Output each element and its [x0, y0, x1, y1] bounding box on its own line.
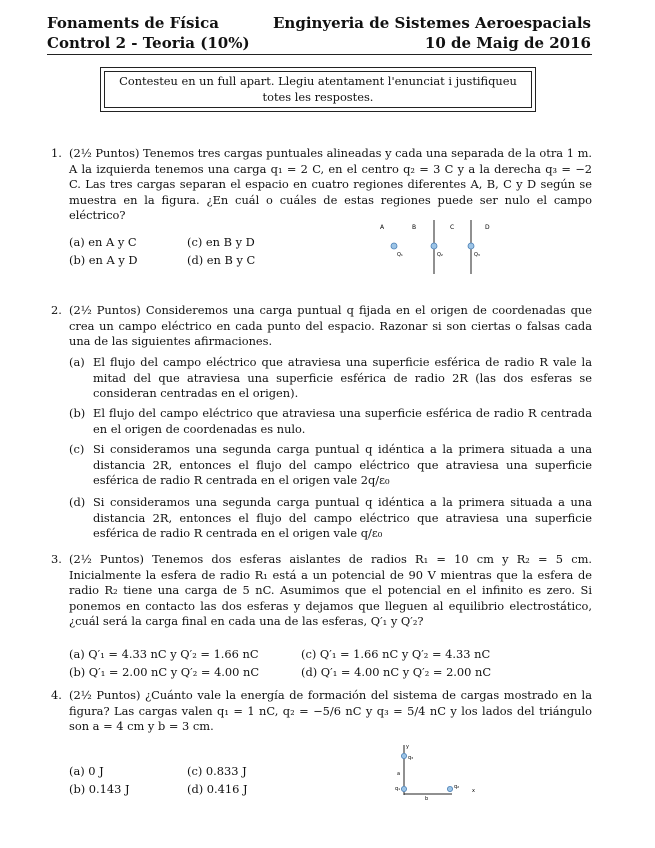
q4-option-c: (c) 0.833 J — [187, 764, 247, 778]
q1-option-d: (d) en B y C — [187, 253, 256, 267]
q4-label-a: a — [397, 771, 401, 777]
q1-label-c: C — [450, 224, 455, 231]
question-text: (2½ Puntos) Tenemos dos esferas aislantes de radios R₁ = 10 cm y R₂ = 5 cm. Inicialmente la esfera de radio R₁ está a un potencial de 90 V mientras que la esfera de radio R₂ tiene una carga de 5 nC. Asumimos que el potencial en el infinito es zero. Si ponemos en contacto las dos esferas y dejamos que lleguen al equilibrio electrostático, ¿cuál será la carga final en cada una de las esferas, Q′₁ y Q′₂? — [69, 552, 592, 628]
question-text: (2½ Puntos) Tenemos tres cargas puntuales alineadas y cada una separada de la otra 1 m. A la izquierda tenemos una carga q₁ = 2 C, en el centro q₂ = 3 C y a la derecha q₃ = −2 C. Las tres cargas separan el espacio en cuatro regiones diferentes A, B, C y D según se muestra en la figura. ¿En cuál o cuáles de estas regiones puede ser nulo el campo eléctrico? — [69, 146, 593, 222]
q3-option-a: (a) Q′₁ = 4.33 nC y Q′₂ = 1.66 nC — [69, 647, 259, 661]
q4-label-q2: q₂ — [454, 784, 460, 790]
header-rule — [47, 54, 592, 55]
q1-figure — [372, 216, 507, 278]
q3-option-d: (d) Q′₁ = 4.00 nC y Q′₂ = 2.00 nC — [301, 665, 492, 679]
question-1 — [52, 146, 592, 224]
q2-item-b — [69, 406, 592, 437]
q1-option-a: (a) en A y C — [69, 235, 137, 249]
q1-charge-2 — [431, 243, 437, 249]
question-text: (2½ Puntos) ¿Cuánto vale la energía de formación del sistema de cargas mostrado en la figura? Las cargas valen q₁ = 1 nC, q₂ = −5/6 nC y q₃ = 5/4 nC y los lados del triángulo son a = 4 cm y b = 3 cm. — [69, 688, 592, 733]
item-text: Si consideramos una segunda carga puntual q idéntica a la primera situada a una distancia 2R, entonces el flujo del campo eléctrico que atraviesa una superficie esférica de radio R centrada en el origen vale q/ε₀ — [93, 495, 592, 540]
question-2 — [52, 303, 592, 350]
item-label: (a) — [69, 355, 85, 369]
item-label: (c) — [69, 442, 85, 456]
q4-option-d: (d) 0.416 J — [187, 782, 248, 796]
q4-label-x: x — [472, 788, 475, 794]
item-text: Si consideramos una segunda carga puntual q idéntica a la primera situada a una distancia 2R, entonces el flujo del campo eléctrico que atraviesa una superficie esférica de radio R centrada en el origen vale 2q/ε₀ — [93, 442, 592, 487]
q4-label-q3: q₃ — [408, 755, 414, 761]
q1-label-a: A — [380, 224, 385, 231]
q4-label-y: y — [406, 744, 409, 750]
header-right — [273, 13, 591, 53]
q4-charge-1 — [401, 786, 406, 791]
course-title: Fonaments de Física — [47, 14, 219, 32]
q1-label-q1: Q₁ — [397, 252, 403, 258]
q4-option-b: (b) 0.143 J — [69, 782, 130, 796]
instructions-text: Contesteu en un full apart. Llegiu atentament l'enunciat i justifiqueu totes les respostes. — [104, 71, 532, 108]
question-number: 3. — [51, 552, 62, 566]
q1-charge-3 — [468, 243, 474, 249]
q3-option-c: (c) Q′₁ = 1.66 nC y Q′₂ = 4.33 nC — [301, 647, 491, 661]
q1-option-b: (b) en A y D — [69, 253, 138, 267]
q4-charge-3 — [401, 753, 406, 758]
q1-label-b: B — [412, 224, 417, 231]
item-text: El flujo del campo eléctrico que atraviesa una superficie esférica de radio R vale la mitad del que atraviesa una superficie esférica de radio 2R (las dos esferas se consideran centradas en el origen). — [93, 355, 592, 400]
q4-option-a: (a) 0 J — [69, 764, 104, 778]
header-left — [47, 13, 250, 53]
q1-label-q3: Q₃ — [474, 252, 480, 258]
question-number: 1. — [51, 146, 62, 160]
instructions-box — [100, 67, 536, 112]
q1-label-q2: Q₂ — [437, 252, 443, 258]
q4-figure — [392, 742, 487, 802]
question-3 — [52, 552, 592, 630]
q2-item-c — [69, 442, 592, 489]
q4-charge-2 — [447, 786, 452, 791]
item-label: (d) — [69, 495, 86, 509]
q2-item-a — [69, 355, 592, 402]
question-number: 2. — [51, 303, 62, 317]
item-text: El flujo del campo eléctrico que atraviesa una superficie esférica de radio R centrada en el origen de coordenadas es nulo. — [93, 406, 592, 436]
question-4 — [52, 688, 592, 735]
exam-date: 10 de Maig de 2016 — [424, 34, 591, 52]
q3-option-b: (b) Q′₁ = 2.00 nC y Q′₂ = 4.00 nC — [69, 665, 260, 679]
question-text: (2½ Puntos) Consideremos una carga puntual q fijada en el origen de coordenadas que crea un campo eléctrico en cada punto del espacio. Razonar si son ciertas o falsas cada una de las siguientes afirmaciones. — [69, 303, 592, 348]
degree-title: Enginyeria de Sistemes Aeroespacials — [273, 14, 591, 32]
q1-option-c: (c) en B y D — [187, 235, 255, 249]
exam-title: Control 2 - Teoria (10%) — [47, 34, 250, 52]
question-number: 4. — [51, 688, 62, 702]
item-label: (b) — [69, 406, 86, 420]
q4-label-q1: q₁ — [395, 786, 401, 792]
q4-label-b: b — [425, 796, 429, 802]
q2-item-d — [69, 495, 592, 542]
q1-label-d: D — [485, 224, 490, 231]
q1-charge-1 — [391, 243, 397, 249]
